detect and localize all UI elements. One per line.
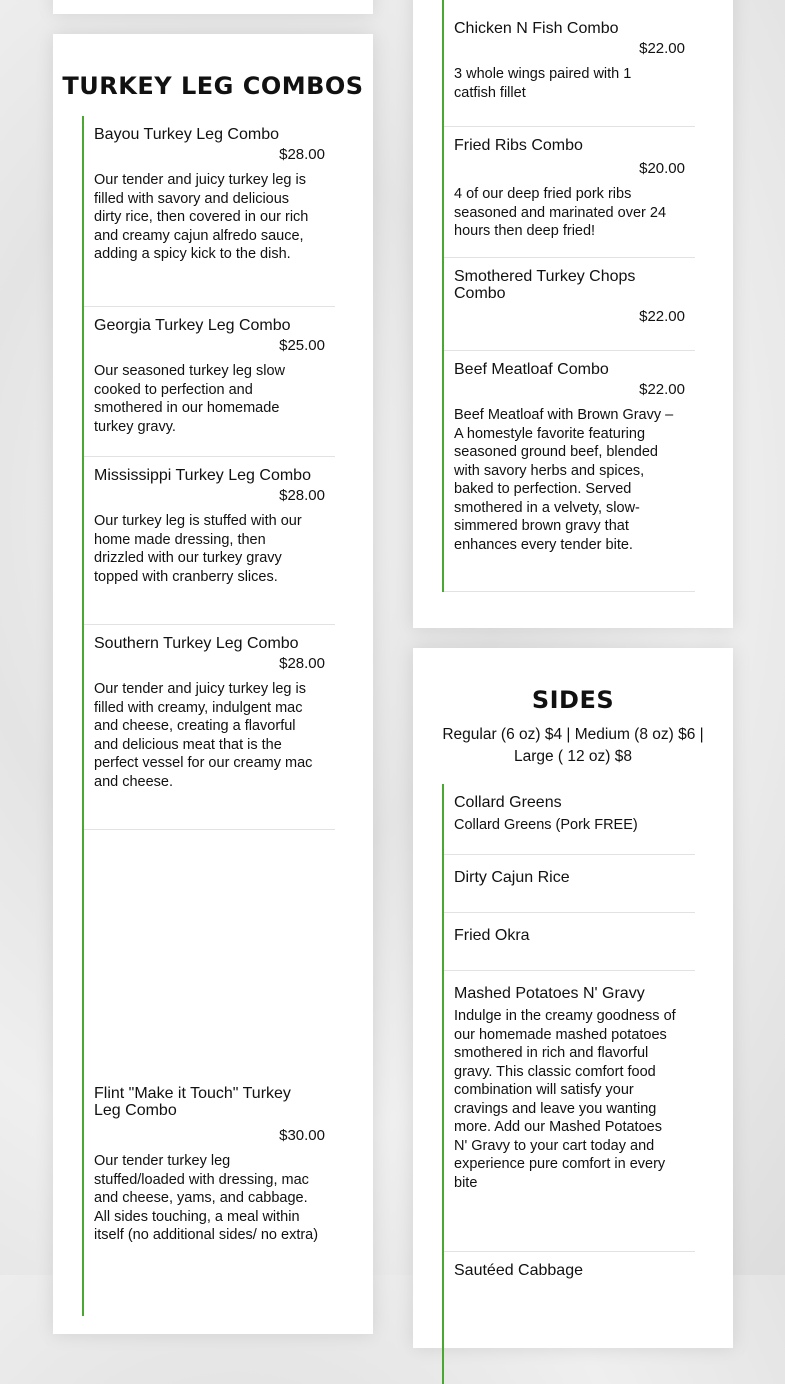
item-price: $22.00 [639, 381, 685, 398]
item-price: $25.00 [279, 337, 325, 354]
item-name: Beef Meatloaf Combo [454, 361, 609, 378]
sides-pricing: Regular (6 oz) $4 | Medium (8 oz) $6 | Large ( 12 oz) $8 [442, 726, 704, 765]
item-description: Our tender and juicy turkey leg is filled with savory and delicious dirty rice, then covered in our rich and creamy cajun alfredo sauce, adding a spicy kick to the dish. [94, 172, 309, 262]
menu-item[interactable] [444, 913, 695, 971]
item-name: Fried Ribs Combo [454, 137, 583, 154]
combo-items-list [442, 0, 695, 592]
item-description: Indulge in the creamy goodness of our homemade mashed potatoes smothered in rich and flavorful gravy. This classic comfort food combination will satisfy your cravings and leave you wanting more. Add our Mashed Potatoes N' Gravy to your cart today and experience pure comfort in every bite [454, 1008, 676, 1191]
item-name: Bayou Turkey Leg Combo [94, 126, 279, 143]
item-price: $28.00 [279, 146, 325, 163]
item-description: 3 whole wings paired with 1 catfish fillet [454, 66, 632, 101]
item-name: Collard Greens [454, 794, 562, 811]
item-price: $22.00 [639, 308, 685, 325]
sides-items-list [442, 784, 695, 1384]
menu-item[interactable] [444, 0, 695, 127]
item-name: Smothered Turkey Chops Combo [454, 268, 636, 302]
item-name: Georgia Turkey Leg Combo [94, 317, 291, 334]
menu-item[interactable] [84, 457, 335, 625]
menu-item[interactable] [444, 351, 695, 592]
turkey-items-list [82, 116, 335, 1316]
section-title: SIDES [531, 686, 615, 714]
menu-item[interactable] [444, 971, 695, 1252]
item-image-placeholder [84, 830, 335, 1075]
menu-item[interactable] [444, 1252, 695, 1293]
sides-card [413, 648, 733, 1348]
item-description: Our tender turkey leg stuffed/loaded with dressing, mac and cheese, yams, and cabbage. All sides touching, a meal within itself (no additional sides/ no extra) [94, 1153, 319, 1243]
menu-item[interactable] [84, 116, 335, 307]
menu-item[interactable] [444, 258, 695, 351]
item-name: Chicken N Fish Combo [454, 20, 619, 37]
menu-item[interactable] [84, 307, 335, 457]
item-name: Mashed Potatoes N' Gravy [454, 985, 645, 1002]
combos-card [413, 0, 733, 628]
menu-item[interactable] [84, 625, 335, 830]
item-name: Sautéed Cabbage [454, 1262, 583, 1279]
item-name: Flint "Make it Touch" Turkey Leg Combo [94, 1085, 291, 1119]
menu-item[interactable] [444, 784, 695, 855]
item-description: Collard Greens (Pork FREE) [454, 817, 638, 833]
item-price: $22.00 [639, 40, 685, 57]
item-price: $30.00 [279, 1127, 325, 1144]
item-name: Southern Turkey Leg Combo [94, 635, 299, 652]
item-price: $20.00 [639, 160, 685, 177]
item-name: Dirty Cajun Rice [454, 869, 570, 886]
item-price: $28.00 [279, 487, 325, 504]
item-description: 4 of our deep fried pork ribs seasoned and marinated over 24 hours then deep fried! [454, 186, 667, 239]
item-name: Mississippi Turkey Leg Combo [94, 467, 311, 484]
item-name: Fried Okra [454, 927, 530, 944]
item-description: Our tender and juicy turkey leg is filled with creamy, indulgent mac and cheese, creating a flavorful and delicious meat that is the perfect vessel for our creamy mac and cheese. [94, 681, 313, 790]
previous-section-card [53, 0, 373, 14]
section-title: TURKEY LEG COMBOS [62, 72, 364, 100]
item-price: $28.00 [279, 655, 325, 672]
item-description: Our turkey leg is stuffed with our home made dressing, then drizzled with our turkey gravy topped with cranberry slices. [94, 513, 302, 585]
item-description: Beef Meatloaf with Brown Gravy – A homestyle favorite featuring seasoned ground beef, blended with savory herbs and spices, baked to perfection. Served smothered in a velvety, slow-simmered brown gravy that enhances every tender bite. [454, 407, 674, 553]
turkey-leg-combos-card [53, 34, 373, 1334]
item-description: Our seasoned turkey leg slow cooked to perfection and smothered in our homemade turkey gravy. [94, 363, 286, 435]
menu-item[interactable] [444, 127, 695, 258]
menu-item[interactable] [444, 855, 695, 913]
menu-item[interactable] [84, 1075, 335, 1259]
